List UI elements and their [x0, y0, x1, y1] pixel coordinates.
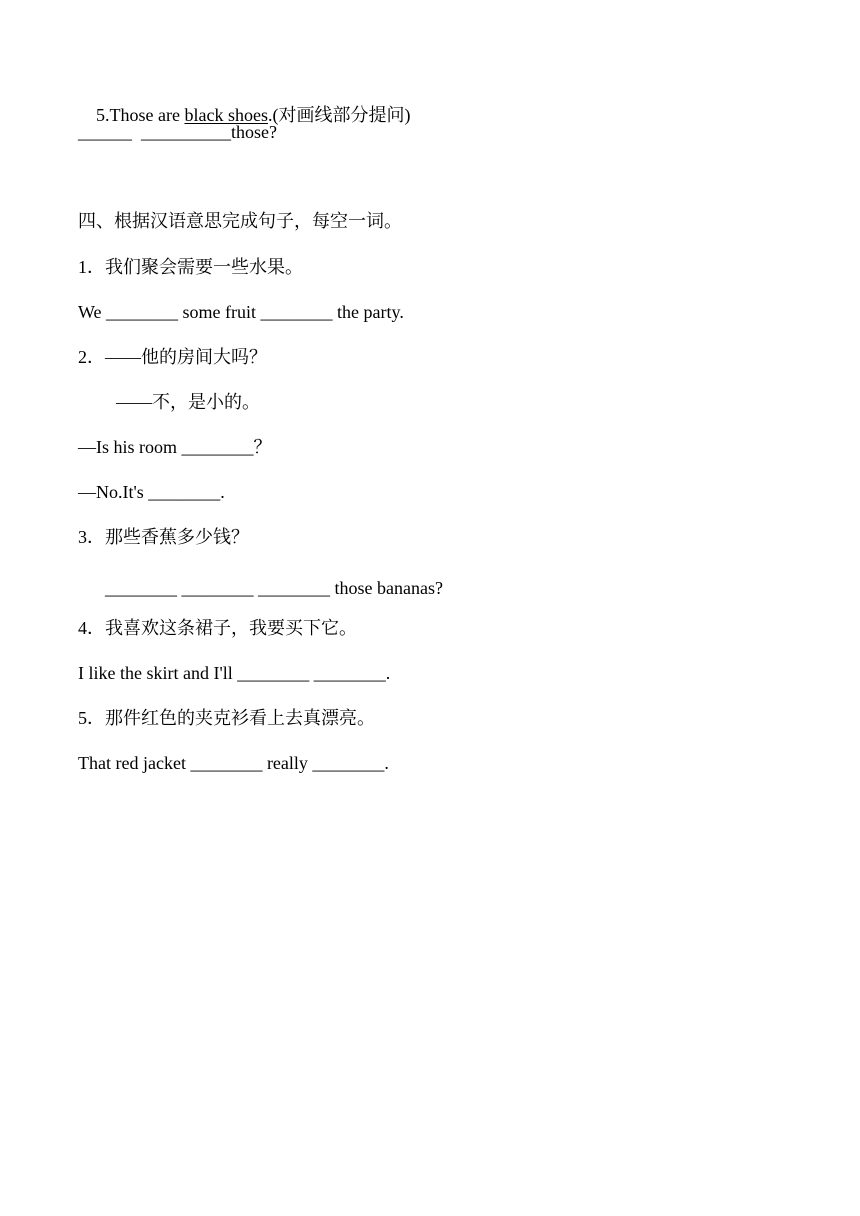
question-5-answer-line: ______ __________those?	[78, 122, 277, 142]
question-5-prompt	[78, 82, 411, 125]
question-5-prefix: 5.Those are	[96, 105, 185, 125]
item-1-chinese: 1．我们聚会需要一些水果。	[78, 257, 303, 277]
item-5-english: That red jacket ________ really ________.	[78, 753, 389, 773]
question-5-underlined-phrase: black shoes	[184, 105, 268, 125]
item-3-chinese: 3．那些香蕉多少钱？	[78, 527, 249, 547]
item-2-english-question: —Is his room ________？	[78, 437, 272, 457]
item-2-english-answer: —No.It's ________.	[78, 482, 225, 502]
item-4-english: I like the skirt and I'll ________ ________.	[78, 663, 391, 683]
item-5-chinese: 5．那件红色的夹克衫看上去真漂亮。	[78, 708, 375, 728]
item-1-english: We ________ some fruit ________ the party.	[78, 302, 404, 322]
question-5-suffix: .(对画线部分提问)	[267, 105, 411, 125]
item-2-chinese-question: 2．——他的房间大吗？	[78, 347, 267, 367]
item-2-chinese-answer: ——不，是小的。	[116, 392, 260, 412]
item-4-chinese: 4．我喜欢这条裙子，我要买下它。	[78, 618, 357, 638]
section-4-title: 四、根据汉语意思完成句子，每空一词。	[78, 211, 402, 231]
item-3-english: ________ ________ ________ those bananas?	[105, 578, 443, 598]
